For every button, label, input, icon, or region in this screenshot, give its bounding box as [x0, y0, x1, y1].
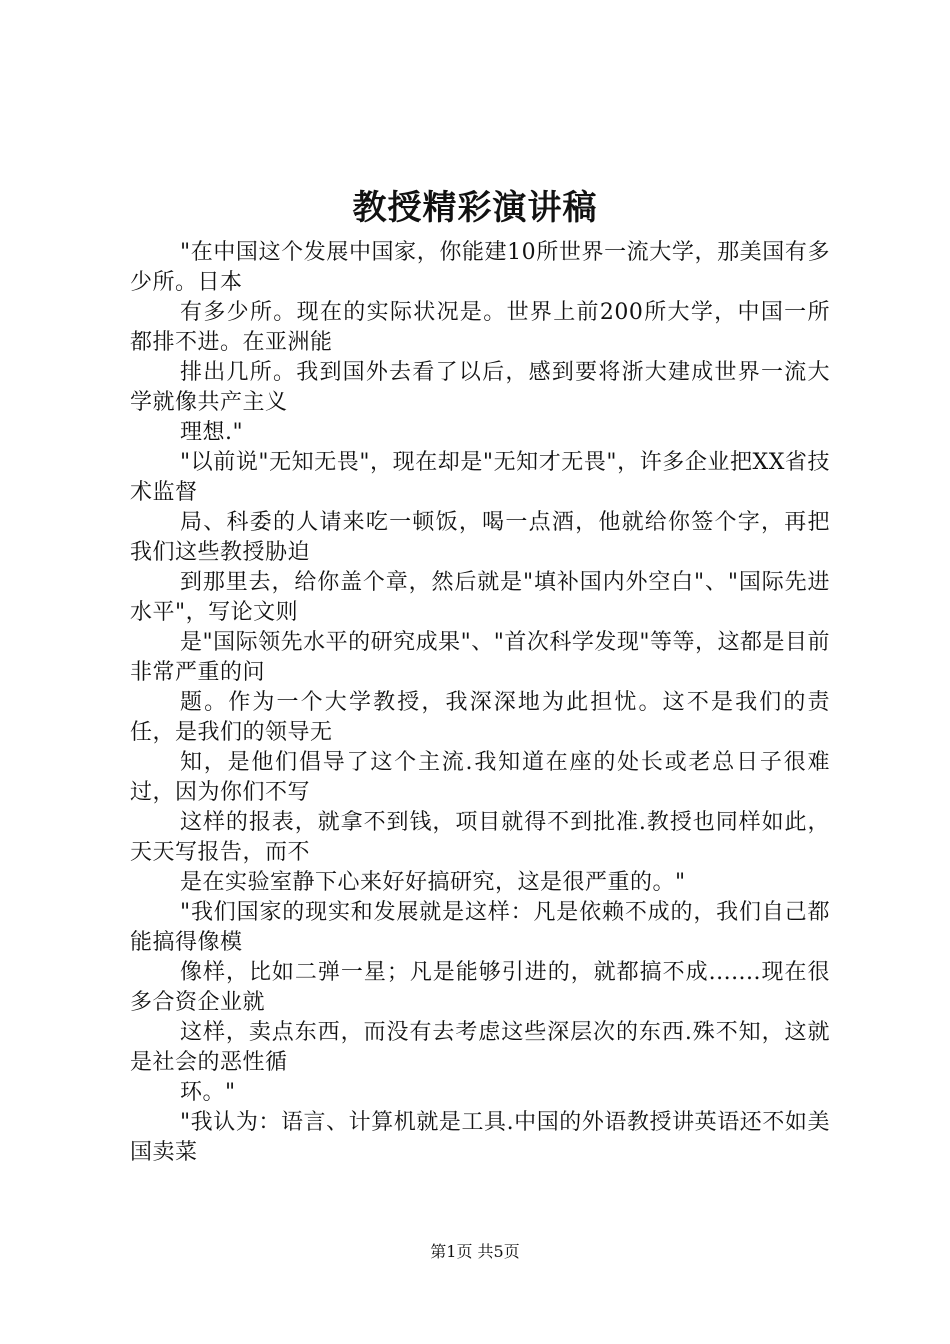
paragraph: 有多少所。现在的实际状况是。世界上前200所大学，中国一所都排不进。在亚洲能 — [130, 300, 830, 355]
paragraph: 题。作为一个大学教授，我深深地为此担忧。这不是我们的责任，是我们的领导无 — [130, 690, 830, 745]
paragraph: 是"国际领先水平的研究成果"、"首次科学发现"等等，这都是目前非常严重的问 — [130, 630, 830, 685]
paragraph: 排出几所。我到国外去看了以后，感到要将浙大建成世界一流大学就像共产主义 — [130, 360, 830, 415]
paragraph: "我们国家的现实和发展就是这样：凡是依赖不成的，我们自己都能搞得像模 — [130, 900, 830, 955]
paragraph: 是在实验室静下心来好好搞研究，这是很严重的。" — [180, 870, 686, 895]
paragraph: 理想." — [180, 420, 244, 445]
paragraph: 像样，比如二弹一星；凡是能够引进的，就都搞不成.......现在很多合资企业就 — [130, 960, 830, 1015]
paragraph: 到那里去，给你盖个章，然后就是"填补国内外空白"、"国际先进水平"，写论文则 — [130, 570, 830, 625]
paragraph: 这样的报表，就拿不到钱，项目就得不到批准.教授也同样如此，天天写报告，而不 — [130, 810, 830, 865]
paragraph: 这样，卖点东西，而没有去考虑这些深层次的东西.殊不知，这就是社会的恶性循 — [130, 1020, 830, 1075]
page-footer: 第1页 共5页 — [430, 1242, 520, 1261]
paragraph: 局、科委的人请来吃一顿饭，喝一点酒，他就给你签个字，再把我们这些教授胁迫 — [130, 510, 830, 565]
document-body — [130, 238, 830, 1168]
document-title: 教授精彩演讲稿 — [352, 188, 598, 228]
paragraph: "以前说"无知无畏"，现在却是"无知才无畏"，许多企业把XX省技术监督 — [130, 450, 830, 505]
paragraph: "我认为：语言、计算机就是工具.中国的外语教授讲英语还不如美国卖菜 — [130, 1110, 830, 1165]
paragraph: 环。" — [180, 1080, 236, 1105]
paragraph: 知，是他们倡导了这个主流.我知道在座的处长或老总日子很难过，因为你们不写 — [130, 750, 830, 805]
paragraph: "在中国这个发展中国家，你能建10所世界一流大学，那美国有多少所。日本 — [130, 240, 830, 295]
